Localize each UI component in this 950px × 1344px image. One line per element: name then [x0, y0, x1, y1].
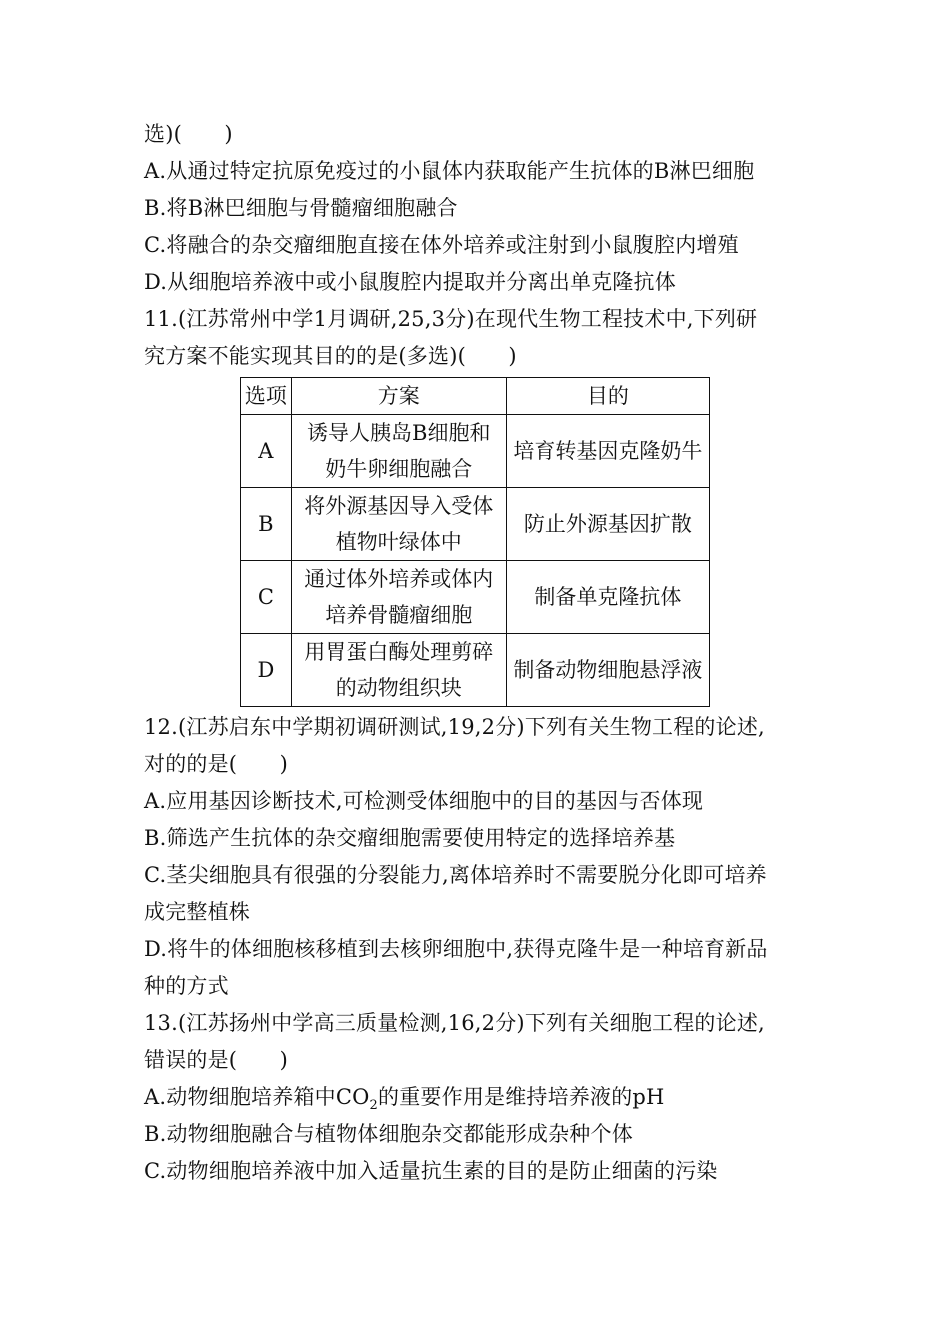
- q12-option-c: C.茎尖细胞具有很强的分裂能力,离体培养时不需要脱分化即可培养: [144, 863, 767, 887]
- q10-stem-end: 选)( ): [144, 122, 233, 146]
- row-option: C: [241, 561, 292, 634]
- row-option: D: [241, 634, 292, 707]
- table-row: [241, 415, 710, 488]
- q12-option-b: B.筛选产生抗体的杂交瘤细胞需要使用特定的选择培养基: [144, 826, 676, 850]
- q11-stem-line2: 究方案不能实现其目的的是(多选)( ): [144, 344, 517, 368]
- table-header-row: [241, 378, 710, 415]
- q10-option-c: C.将融合的杂交瘤细胞直接在体外培养或注射到小鼠腹腔内增殖: [144, 233, 739, 257]
- q11-stem-line1: 11.(江苏常州中学1月调研,25,3分)在现代生物工程技术中,下列研: [144, 307, 758, 331]
- table-row: [241, 561, 710, 634]
- co2-subscript: 2: [369, 1098, 379, 1114]
- row-option: A: [241, 415, 292, 488]
- plan-line: 通过体外培养或体内: [304, 567, 494, 591]
- q11-table: [240, 377, 710, 707]
- plan-line: 培养骨髓瘤细胞: [325, 603, 473, 627]
- q13-option-b: B.动物细胞融合与植物体细胞杂交都能形成杂种个体: [144, 1122, 633, 1146]
- row-goal: 制备单克隆抗体: [506, 561, 709, 634]
- q13-option-c: C.动物细胞培养液中加入适量抗生素的目的是防止细菌的污染: [144, 1159, 718, 1183]
- table-row: [241, 488, 710, 561]
- row-goal: 防止外源基因扩散: [506, 488, 709, 561]
- plan-line: 用胃蛋白酶处理剪碎: [304, 640, 494, 664]
- q13-option-a-text: A.动物细胞培养箱中CO: [144, 1085, 370, 1109]
- q12-stem-line1: 12.(江苏启东中学期初调研测试,19,2分)下列有关生物工程的论述,: [144, 715, 765, 739]
- q10-option-b: B.将B淋巴细胞与骨髓瘤细胞融合: [144, 196, 458, 220]
- row-plan: [291, 488, 506, 561]
- row-plan: [291, 634, 506, 707]
- q12-option-d-continued: 种的方式: [144, 974, 229, 998]
- row-goal: 培育转基因克隆奶牛: [506, 415, 709, 488]
- header-goal: 目的: [506, 378, 709, 415]
- q13-option-a: [144, 1079, 814, 1116]
- q12-stem-line2: 对的的是( ): [144, 752, 288, 776]
- table-row: [241, 634, 710, 707]
- row-plan: [291, 561, 506, 634]
- q12-option-c-continued: 成完整植株: [144, 900, 250, 924]
- q12-option-a: A.应用基因诊断技术,可检测受体细胞中的目的基因与否体现: [144, 789, 704, 813]
- plan-line: 诱导人胰岛B细胞和: [307, 421, 491, 445]
- plan-line: 奶牛卵细胞融合: [325, 457, 473, 481]
- row-plan: [291, 415, 506, 488]
- q12-option-d: D.将牛的体细胞核移植到去核卵细胞中,获得克隆牛是一种培育新品: [144, 937, 768, 961]
- plan-line: 植物叶绿体中: [335, 530, 462, 554]
- q13-option-a-text-end: 的重要作用是维持培养液的pH: [378, 1085, 665, 1109]
- document-page: [144, 116, 814, 1190]
- plan-line: 将外源基因导入受体: [304, 494, 494, 518]
- q13-stem-line2: 错误的是( ): [144, 1048, 288, 1072]
- plan-line: 的动物组织块: [335, 676, 462, 700]
- header-option: 选项: [241, 378, 292, 415]
- row-goal: 制备动物细胞悬浮液: [506, 634, 709, 707]
- header-plan: 方案: [291, 378, 506, 415]
- q13-stem-line1: 13.(江苏扬州中学高三质量检测,16,2分)下列有关细胞工程的论述,: [144, 1011, 765, 1035]
- q10-option-a: A.从通过特定抗原免疫过的小鼠体内获取能产生抗体的B淋巴细胞: [144, 159, 755, 183]
- q10-option-d: D.从细胞培养液中或小鼠腹腔内提取并分离出单克隆抗体: [144, 270, 676, 294]
- row-option: B: [241, 488, 292, 561]
